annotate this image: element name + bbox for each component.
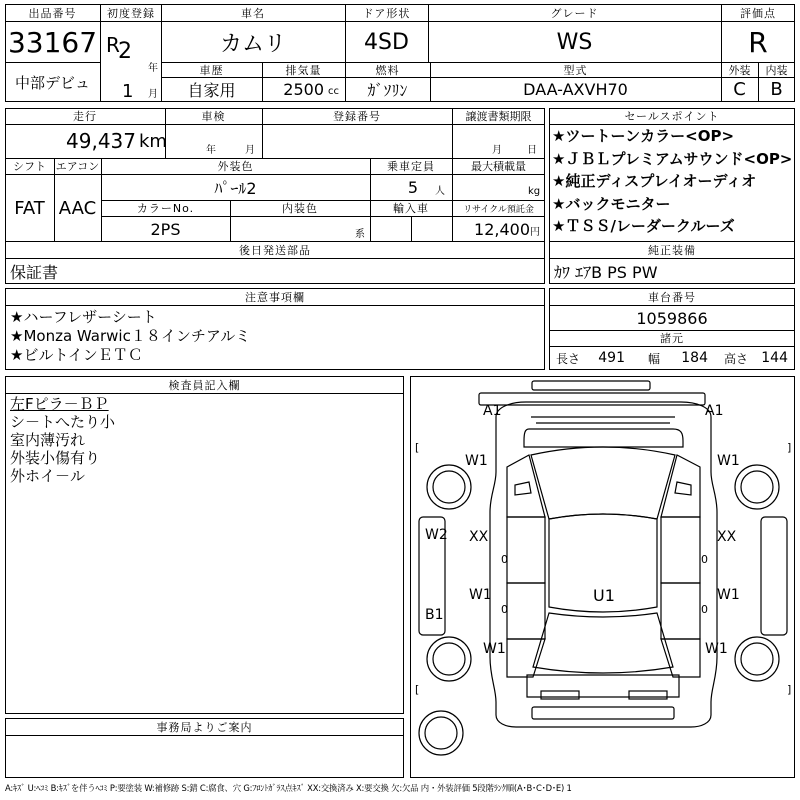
reg-month: 1	[122, 80, 134, 102]
displacement: 2500	[283, 80, 324, 99]
import-label: 輸入車	[393, 202, 429, 215]
dmg-w2: W2	[425, 527, 448, 543]
fuel: ｶﾞｿﾘﾝ	[367, 81, 408, 100]
legend: A:ｷｽﾞ U:ﾍｺﾐ B:ｷｽﾞを伴うﾍｺﾐ P:要塗装 W:補修跡 S:錆 C:腐食、穴 G:ﾌﾛﾝﾄｶﾞﾗｽ点ｷｽﾞ XX:交換済み X:要交換 欠:欠品 内・外装評価 5段階ﾗﾝｸ順(A･B･C･D･E) 1	[5, 783, 572, 793]
tire-zero: 0	[701, 553, 708, 566]
right-front-door	[661, 517, 700, 583]
chassis-label: 車台番号	[648, 290, 696, 304]
dmg-w1-front-left: W1	[465, 453, 488, 469]
rear-window	[533, 613, 673, 673]
inspector-line: 室内薄汚れ	[10, 431, 86, 449]
sales-point: ★純正ディスプレイオーディオ	[552, 172, 757, 190]
grade: WS	[556, 29, 593, 55]
color-label: 外装色	[217, 160, 254, 173]
front-grille	[531, 417, 675, 423]
sales-point: ★バックモニター	[552, 194, 671, 213]
inspector-line: 外ホイ－ル	[10, 467, 86, 485]
shift-label: シフト	[13, 160, 46, 173]
car-name: カムリ	[219, 31, 286, 57]
sales-point: ★ツートーンカラー<OP>	[552, 127, 735, 145]
int-rating: B	[770, 79, 783, 100]
note-item: ★ビルトインＥＴＣ	[10, 346, 143, 364]
dmg-w1-rear-right: W1	[705, 641, 728, 657]
kei-unit: 系	[355, 228, 365, 240]
left-rear-door	[507, 583, 545, 639]
era-year: 2	[118, 38, 132, 64]
km-unit: km	[139, 130, 167, 152]
dmg-w1-front-right: W1	[717, 453, 740, 469]
lot-number: 33167	[7, 25, 98, 59]
color-number: 2PS	[150, 219, 181, 239]
later-parts: 保証書	[10, 262, 59, 282]
left-front-door	[507, 517, 545, 583]
ext-rating: C	[733, 79, 746, 100]
windshield	[531, 447, 675, 519]
sales-point: ★ＪＢＬプレミアムサウンド<OP>	[552, 149, 793, 168]
notes-list	[10, 308, 540, 365]
dmg-a1-left: A1	[483, 403, 502, 419]
bracket-right: ]	[787, 683, 792, 696]
inspector-label: 検査員記入欄	[168, 378, 241, 392]
bracket-left: [	[415, 441, 420, 454]
tire-zero: 0	[701, 603, 708, 616]
sales-points-list	[552, 127, 794, 240]
mileage: 49,437	[66, 129, 136, 153]
inspection-label: 車検	[201, 110, 226, 123]
capacity-label: 乗車定員	[387, 160, 435, 173]
height-label: 高さ	[724, 351, 749, 366]
bracket-left: [	[415, 683, 420, 696]
history-label: 車歴	[199, 63, 224, 77]
right-sill	[761, 517, 787, 635]
dmg-a1-right: A1	[705, 403, 724, 419]
notes-label: 注意事項欄	[245, 290, 305, 304]
equipment-label: 純正装備	[648, 243, 696, 257]
ac: AAC	[58, 197, 97, 219]
fuel-label: 燃料	[375, 63, 400, 77]
colorno-label: カラーNo.	[136, 202, 195, 215]
ac-label: エアコン	[55, 160, 100, 173]
inspection-month-unit: 月	[245, 144, 255, 156]
first-reg-label: 初度登録	[107, 6, 155, 20]
height: 144	[761, 350, 788, 366]
inspector-line: 左Fピラ－ＢＰ	[10, 395, 109, 413]
dmg-w1-mid-left: W1	[469, 587, 492, 603]
chassis-number: 1059866	[636, 308, 708, 328]
inspection-year-unit: 年	[206, 144, 216, 156]
car-name-label: 車名	[241, 6, 265, 20]
mileage-label: 走行	[73, 110, 97, 123]
rear-bumper-mark	[532, 707, 674, 719]
later-parts-label: 後日発送部品	[239, 243, 311, 257]
plate-label: 登録番号	[333, 110, 381, 123]
width: 184	[681, 350, 708, 366]
right-rear-door	[661, 583, 700, 639]
transfer-label: 譲渡書類期限	[465, 110, 532, 123]
length-label: 長さ	[556, 351, 581, 366]
grade-label: グレード	[550, 6, 599, 20]
capacity: 5	[407, 178, 418, 197]
ext-label: 外装	[728, 63, 751, 77]
int-label: 内装	[765, 63, 788, 77]
bracket-right: ]	[787, 441, 792, 454]
year-unit: 年	[148, 62, 158, 74]
debut-label: 中部デビュ	[14, 73, 90, 92]
dims-label: 諸元	[660, 332, 684, 345]
equipment: ｶﾜ ｴｱB PS PW	[554, 262, 658, 282]
month-unit: 月	[148, 88, 158, 100]
recycle-label: リサイクル預託金	[463, 204, 534, 215]
left-mirror	[515, 482, 531, 495]
right-mirror	[675, 482, 691, 495]
sales-points-label: セールスポイント	[624, 110, 720, 123]
kg-unit: kg	[528, 185, 541, 197]
door-type: 4SD	[364, 29, 409, 55]
rating: R	[748, 25, 768, 59]
model-label: 型式	[563, 63, 588, 77]
width-label: 幅	[648, 351, 661, 366]
note-item: ★Monza Warwic１８インチアルミ	[10, 327, 251, 345]
recycle-deposit: 12,400	[474, 219, 530, 239]
left-front-tire	[427, 465, 471, 509]
tire-zero: 0	[501, 603, 508, 616]
transfer-month-unit: 月	[492, 144, 502, 156]
trunk	[527, 675, 679, 697]
tire-zero: 0	[501, 553, 508, 566]
car-diagram	[410, 376, 795, 778]
front-bumper-mark	[532, 381, 650, 390]
cc-unit: cc	[328, 85, 339, 97]
inspector-line: 外装小傷有り	[10, 449, 101, 467]
model-code: DAA-AXVH70	[523, 80, 628, 99]
sales-point: ★ＴＳＳ/レーダークルーズ	[552, 217, 735, 235]
intcolor-label: 内装色	[282, 202, 318, 215]
person-unit: 人	[435, 185, 445, 197]
rating-label: 評価点	[740, 6, 776, 20]
rear-light-right	[629, 691, 667, 699]
office-label: 事務局よりご案内	[156, 720, 253, 734]
dmg-b1: B1	[425, 607, 444, 623]
shift: FAT	[14, 197, 45, 219]
length: 491	[598, 350, 625, 366]
dmg-w1-mid-right: W1	[717, 587, 740, 603]
dmg-u1-roof: U1	[593, 586, 615, 605]
lot-label: 出品番号	[28, 6, 77, 20]
transfer-day-unit: 日	[527, 144, 537, 156]
load-label: 最大積載量	[471, 160, 526, 173]
era: R	[106, 33, 120, 57]
dmg-xx-left: XX	[469, 529, 489, 545]
inspector-line: シ－トへたり小	[10, 413, 116, 431]
hood	[524, 429, 683, 447]
exterior-color: ﾊﾟｰﾙ2	[214, 179, 257, 198]
car-diagram-svg	[411, 377, 796, 779]
dmg-w1-rear-left: W1	[483, 641, 506, 657]
displacement-label: 排気量	[285, 63, 322, 77]
note-item: ★ハーフレザーシート	[10, 308, 157, 326]
door-label: ドア形状	[362, 6, 411, 20]
yen-unit: 円	[530, 226, 540, 238]
rear-light-left	[541, 691, 579, 699]
history: 自家用	[187, 81, 236, 100]
body-outline	[490, 402, 717, 727]
dmg-xx-right: XX	[717, 529, 737, 545]
inspector-notes	[10, 395, 400, 485]
